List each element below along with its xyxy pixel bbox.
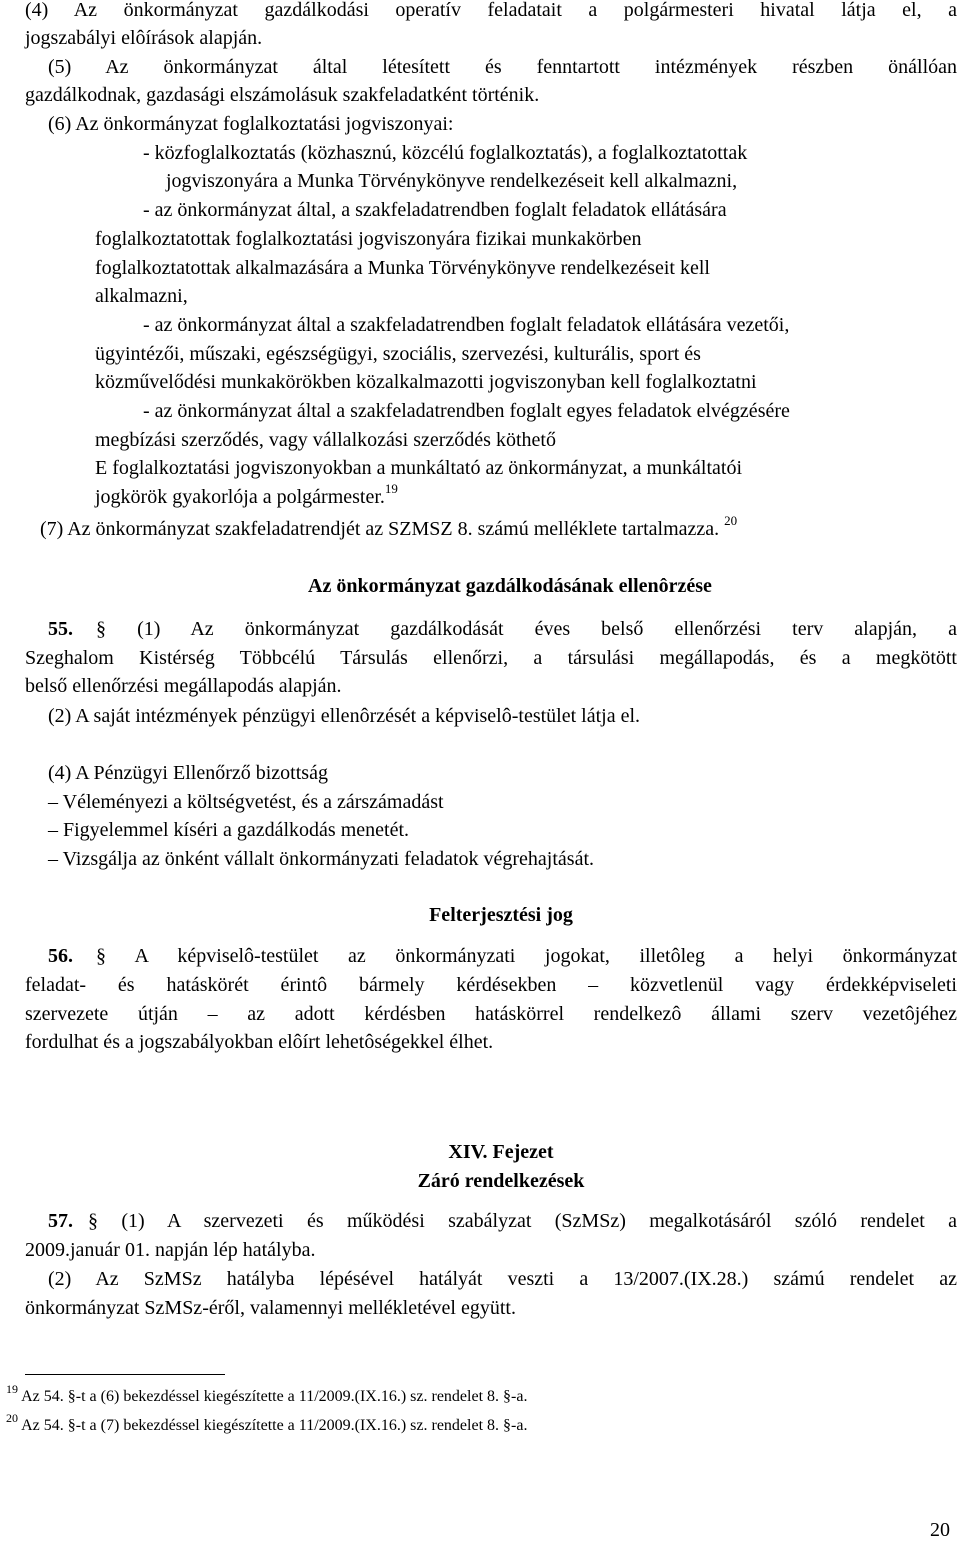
paragraph-line: (2) Az SzMSz hatályba lépésével hatályát veszti a 13/2007.(IX.28.) számú rendelet az: [48, 1268, 957, 1290]
footnote-ref: 20: [724, 513, 738, 529]
paragraph-line: foglalkoztatottak foglalkoztatási jogviszonyára fizikai munkakörben: [95, 228, 642, 250]
paragraph-line: (2) A saját intézmények pénzügyi ellenôrzését a képviselô-testület látja el.: [48, 705, 641, 727]
list-item: - az önkormányzat által a szakfeladatrendben foglalt egyes feladatok elvégzésére: [143, 400, 790, 422]
paragraph-line: fordulhat és a jogszabályokban elôírt lehetôségekkel élhet.: [25, 1031, 494, 1053]
section-number: 57.: [48, 1210, 73, 1232]
paragraph-line: (7) Az önkormányzat szakfeladatrendjét az SZMSZ 8. számú melléklete tartalmazza. $^{20}$: [40, 513, 738, 540]
footnote: $^{20}$ Az 54. §-t a (7) bekezdéssel kiegészítette a 11/2009.(IX.16.) sz. rendelet 8. §-a.: [6, 1410, 528, 1434]
paragraph-line: E foglalkoztatási jogviszonyokban a munkáltató az önkormányzat, a munkáltatói: [95, 457, 743, 479]
paragraph-line: szervezete útján – az adott kérdésben hatáskörrel rendelkezô állami szerv vezetôjéhez: [25, 1003, 957, 1025]
section-number: 56.: [48, 945, 73, 967]
section-number: 55.: [48, 618, 73, 640]
section-heading: Az önkormányzat gazdálkodásának ellenôrzése: [308, 575, 712, 597]
list-item: - az önkormányzat által a szakfeladatrendben foglalt feladatok ellátására vezetői,: [143, 314, 790, 336]
paragraph-line: feladat- és hatáskörét érintô bármely kérdésekben – közvetlenül vagy érdekképviseleti: [25, 974, 957, 996]
section-heading: Felterjesztési jog: [429, 904, 573, 926]
paragraph-line: megbízási szerződés, vagy vállalkozási szerződés köthető: [95, 429, 556, 451]
paragraph-line: jogviszonyára a Munka Törvénykönyve rendelkezéseit kell alkalmazni,: [166, 170, 738, 192]
paragraph-line: ügyintézői, műszaki, egészségügyi, szociális, szervezési, kulturális, sport és: [95, 343, 701, 365]
list-item: – Vizsgálja az önként vállalt önkormányzati feladatok végrehajtását.: [48, 848, 594, 870]
paragraph-line: jogszabályi elôírások alapján.: [25, 27, 263, 49]
list-item: - az önkormányzat által, a szakfeladatrendben foglalt feladatok ellátására: [143, 199, 727, 221]
paragraph-line: § (1) A szervezeti és működési szabályzat (SzMSz) megalkotásáról szóló rendelet a: [88, 1210, 957, 1232]
page-number: 20: [930, 1519, 950, 1541]
paragraph-line: (4) Az önkormányzat gazdálkodási operatív feladatait a polgármesteri hivatal látja el, a: [25, 0, 957, 21]
list-item: – Figyelemmel kíséri a gazdálkodás menetét.: [48, 819, 409, 841]
footnote-ref: 19: [384, 481, 398, 497]
paragraph-line: foglalkoztatottak alkalmazására a Munka Törvénykönyve rendelkezéseit kell: [95, 257, 710, 279]
paragraph-line: § (1) Az önkormányzat gazdálkodását éves belső ellenőrzési terv alapján, a: [96, 618, 957, 640]
paragraph-line: jogkörök gyakorlója a polgármester.$^{19}$: [95, 481, 398, 508]
footnote-separator: [25, 1374, 225, 1375]
chapter-title: Záró rendelkezések: [417, 1170, 585, 1192]
list-item: – Véleményezi a költségvetést, és a zárszámadást: [48, 791, 444, 813]
paragraph-line: önkormányzat SzMSz-éről, valamennyi mellékletével együtt.: [25, 1297, 516, 1319]
paragraph-line: (5) Az önkormányzat által létesített és fenntartott intézmények részben önállóan: [48, 56, 957, 78]
paragraph-line: Szeghalom Kistérség Többcélú Társulás ellenőrzi, a társulási megállapodás, és a megkötött: [25, 647, 957, 669]
paragraph-line: (6) Az önkormányzat foglalkoztatási jogviszonyai:: [48, 113, 454, 135]
paragraph-line: gazdálkodnak, gazdasági elszámolásuk szakfeladatként történik.: [25, 84, 540, 106]
paragraph-line: § A képviselô-testület az önkormányzati jogokat, illetôleg a helyi önkormányzat: [96, 945, 957, 967]
paragraph-line: 2009.január 01. napján lép hatályba.: [25, 1239, 316, 1261]
paragraph-line: (4) A Pénzügyi Ellenőrző bizottság: [48, 762, 328, 784]
paragraph-line: alkalmazni,: [95, 285, 188, 307]
footnote: $^{19}$ Az 54. §-t a (6) bekezdéssel kiegészítette a 11/2009.(IX.16.) sz. rendelet 8. §-a.: [6, 1381, 528, 1405]
list-item: - közfoglalkoztatás (közhasznú, közcélú foglalkoztatás), a foglalkoztatottak: [143, 142, 748, 164]
paragraph-line: közművelődési munkakörökben közalkalmazotti jogviszonyban kell foglalkoztatni: [95, 371, 757, 393]
chapter-heading: XIV. Fejezet: [448, 1141, 554, 1163]
paragraph-line: belső ellenőrzési megállapodás alapján.: [25, 675, 342, 697]
